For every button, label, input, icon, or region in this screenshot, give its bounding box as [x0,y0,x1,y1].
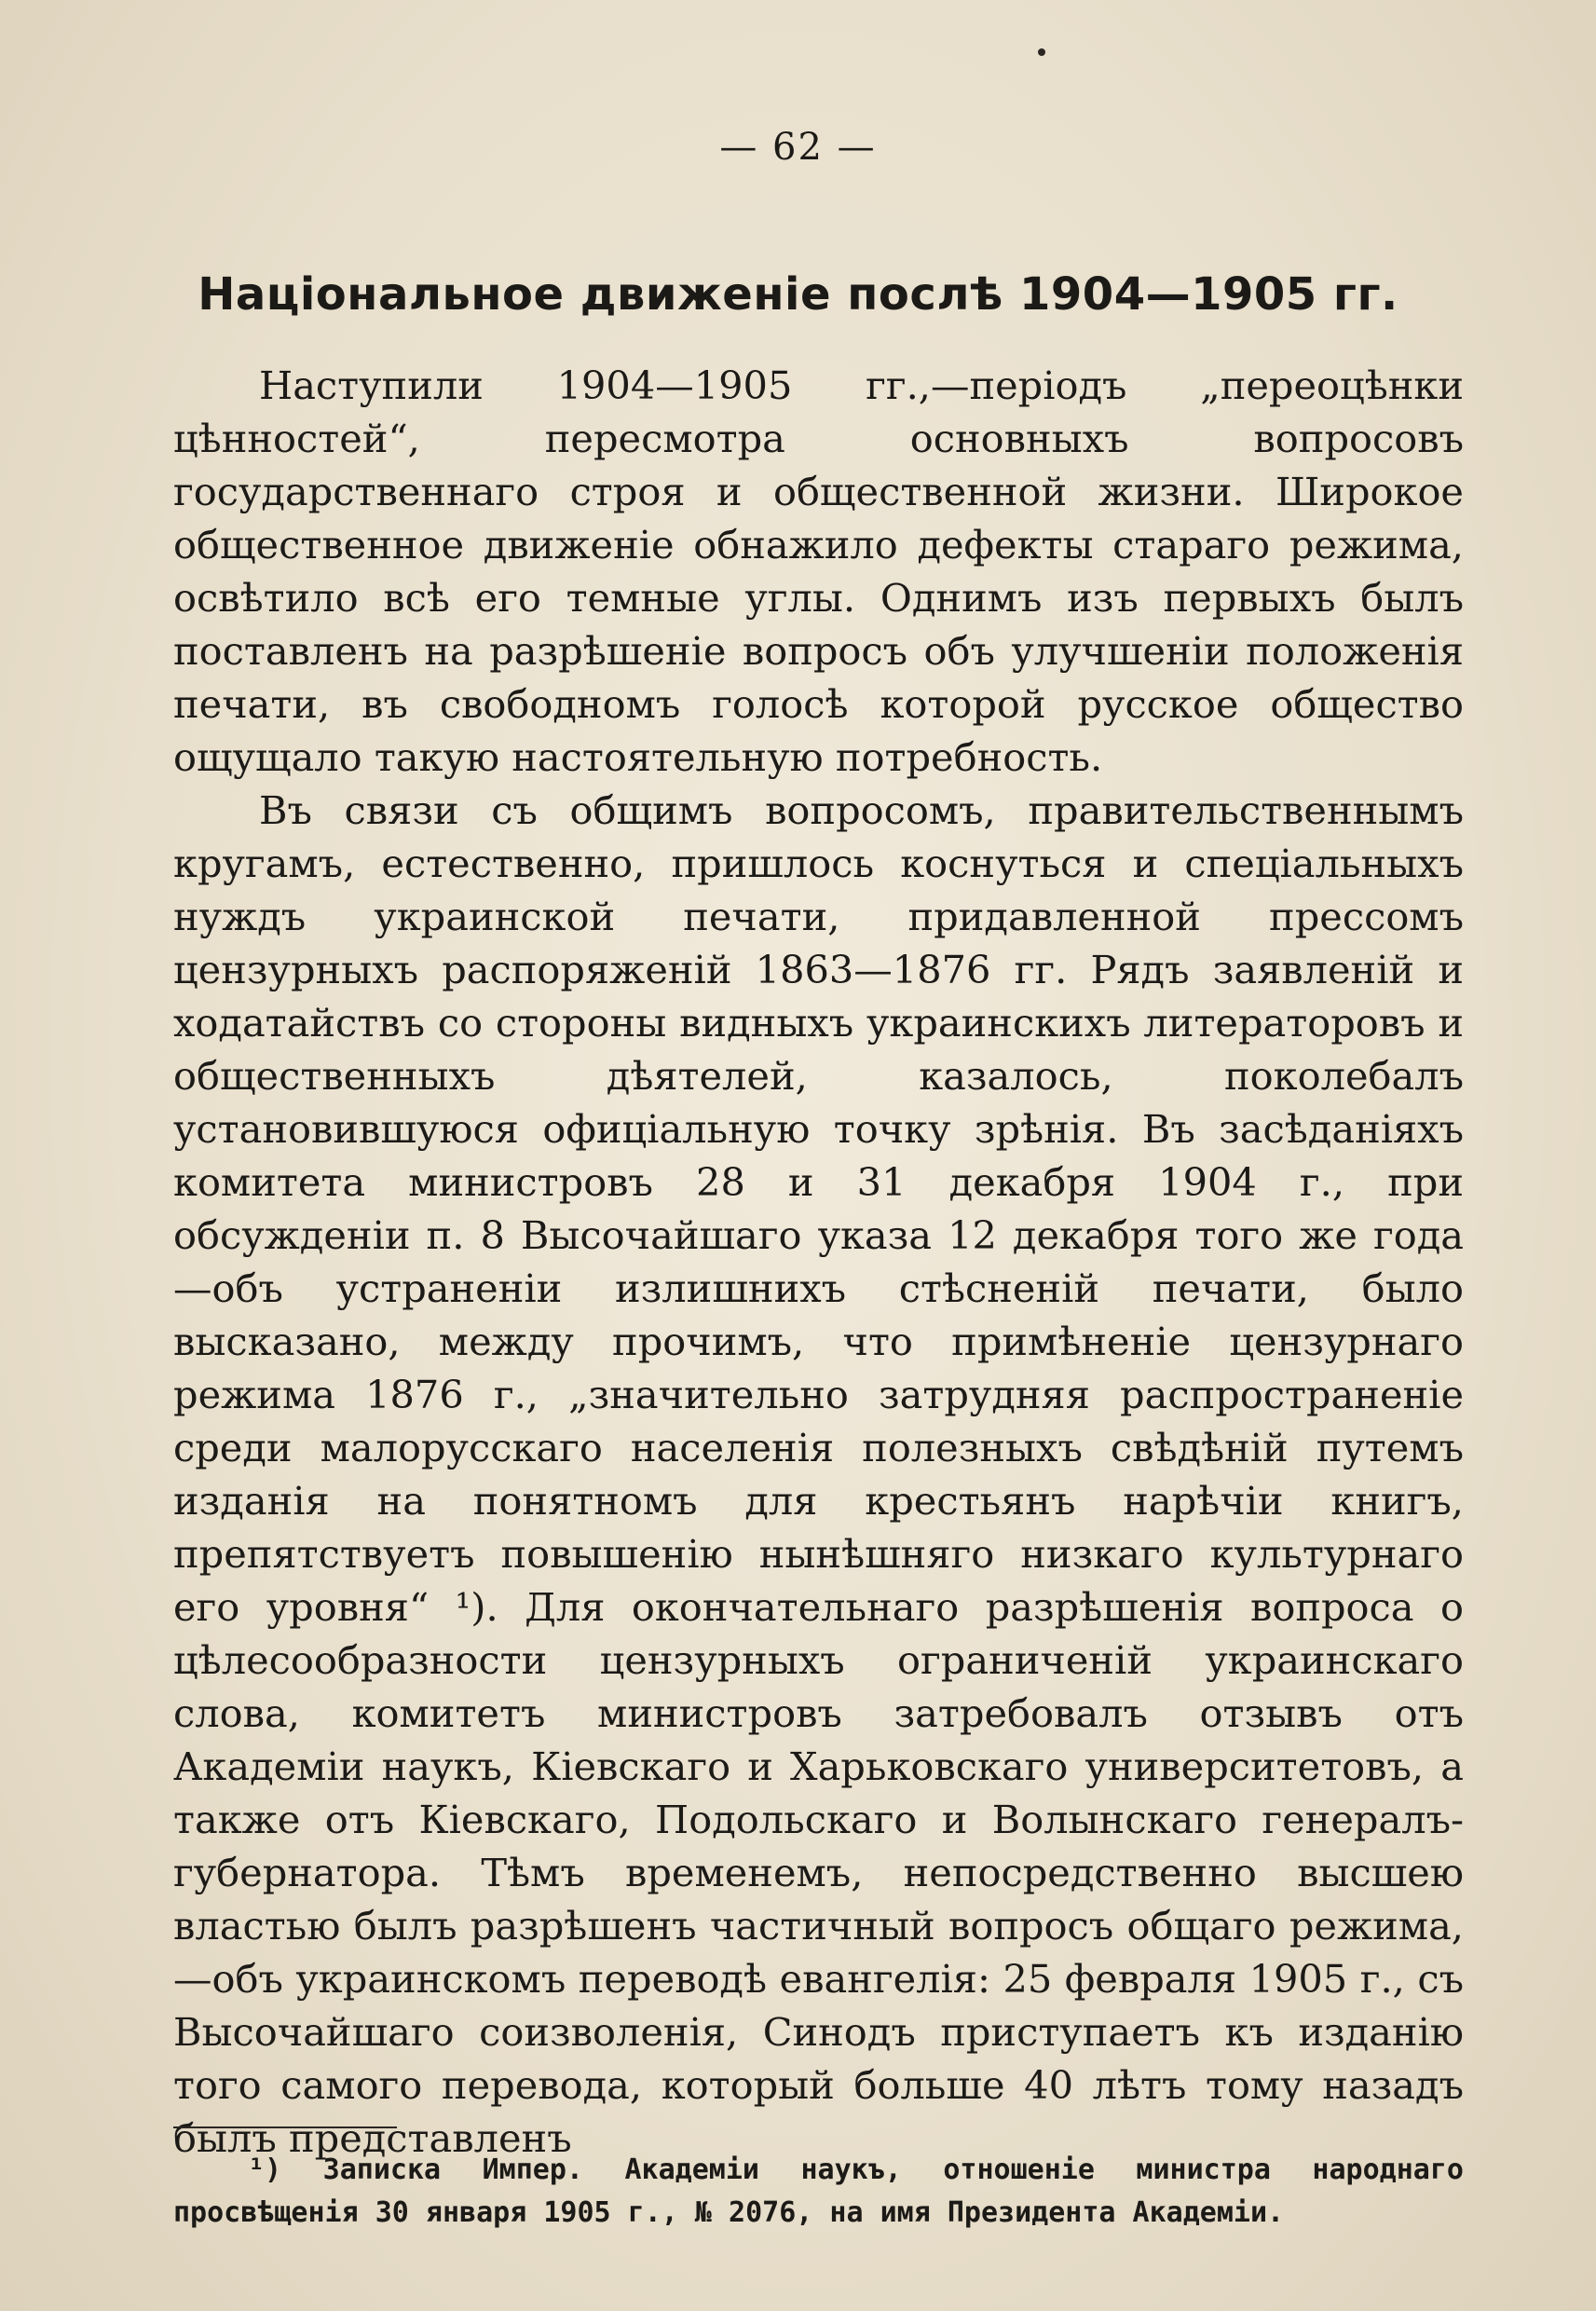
section-heading: Національное движеніе послѣ 1904—1905 гг. [198,268,1398,321]
ink-speck [1038,48,1045,56]
paragraph: Въ связи съ общимъ вопросомъ, правительственнымъ кругамъ, естественно, пришлось коснуться и спеціальныхъ нуждъ украинской печати, придавленной прессомъ цензурныхъ распоряженій 1863—1876 гг. Рядъ заявленій и ходатайствъ со стороны видныхъ украинскихъ литераторовъ и общественныхъ дѣятелей, казалось, поколебалъ установившуюся офиціальную точку зрѣнія. Въ засѣданіяхъ комитета министровъ 28 и 31 декабря 1904 г., при обсужденіи п. 8 Высочайшаго указа 12 декабря того же года—объ устраненіи излишнихъ стѣсненій печати, было высказано, между прочимъ, что примѣненіе цензурнаго режима 1876 г., „значительно затрудняя распространеніе среди малорусскаго населенія полезныхъ свѣдѣній путемъ изданія на понятномъ для крестьянъ нарѣчіи книгъ, препятствуетъ повышенію нынѣшняго низкаго культурнаго его уровня“ ¹). Для окончательнаго разрѣшенія вопроса о цѣлесообразности цензурныхъ ограниченій украинскаго слова, комитетъ министровъ затребовалъ отзывъ отъ Академіи наукъ, Кіевскаго и Харьковскаго университетовъ, а также отъ Кіевскаго, Подольскаго и Волынскаго генералъ-губернатора. Тѣмъ временемъ, непосредственно высшею властью былъ разрѣшенъ частичный вопросъ общаго режима,—объ украинскомъ переводѣ евангелія: 25 февраля 1905 г., съ Высочайшаго соизволенія, Синодъ приступаетъ къ изданію того самого перевода, который больше 40 лѣтъ тому назадъ былъ представленъ [173,787,1464,2161]
footnote-divider [173,2126,397,2128]
footnote [173,2149,1464,2235]
footnote-marker: ¹) [248,2154,282,2186]
body-text [173,359,1464,2165]
footnote-text: Записка Импер. Академіи наукъ, отношеніе министра народнаго просвѣщенія 30 января 1905 г., № 2076, на имя Президента Академіи. [173,2154,1464,2229]
page-number: — 62 — [719,126,877,169]
paragraph: Наступили 1904—1905 гг.,—періодъ „переоцѣнки цѣнностей“, пересмотра основныхъ вопросовъ государственнаго строя и общественной жизни. Широкое общественное движеніе обнажило дефекты стараго режима, освѣтило всѣ его темные углы. Однимъ изъ первыхъ былъ поставленъ на разрѣшеніе вопросъ объ улучшеніи положенія печати, въ свободномъ голосѣ которой русское общество ощущало такую настоятельную потребность. [173,362,1464,780]
